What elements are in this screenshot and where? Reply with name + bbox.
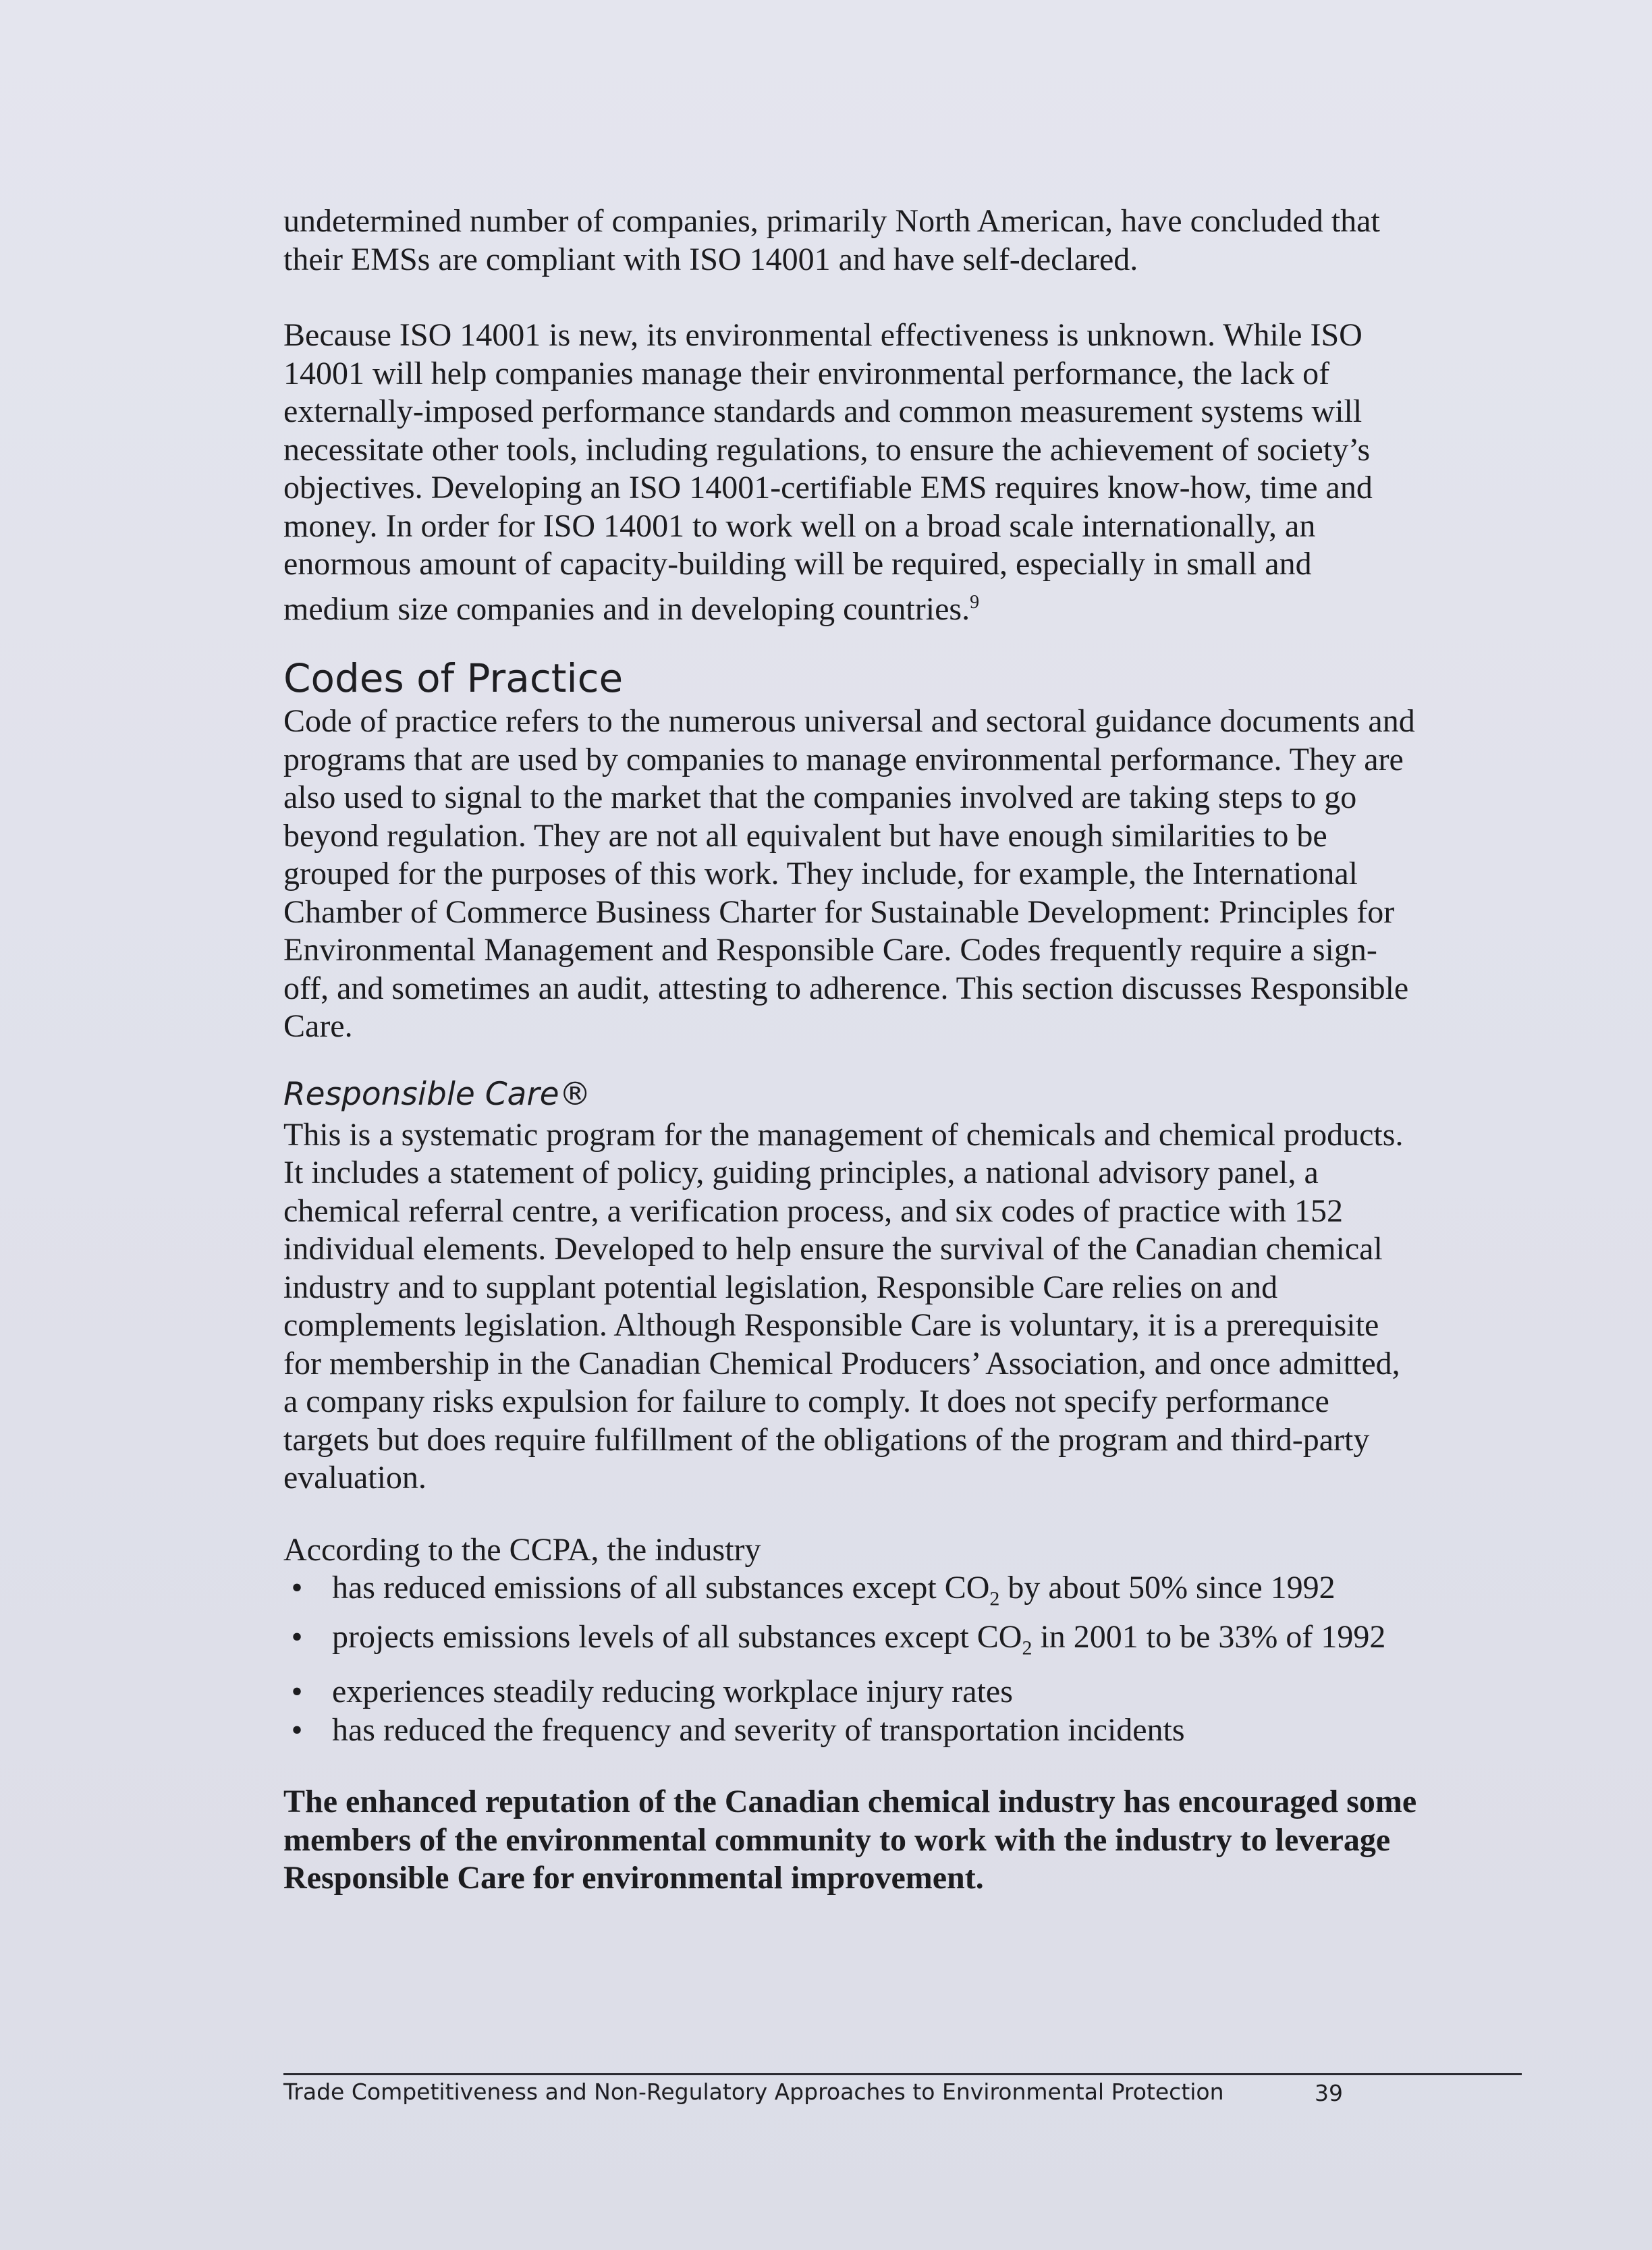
footnote-marker: 9: [970, 591, 980, 613]
iso-paragraph: [283, 317, 1417, 628]
bullet-icon: •: [291, 1570, 303, 1606]
subsection-heading-responsible-care: Responsible Care®: [283, 1075, 591, 1113]
page-content: [283, 202, 1417, 1898]
intro-paragraph: undetermined number of companies, primarily North American, have concluded that their EMSs are compliant with ISO 14001 and have self-declared.: [283, 203, 1380, 277]
page-number: 39: [1315, 2080, 1343, 2106]
iso-paragraph-text: Because ISO 14001 is new, its environmental effectiveness is unknown. While ISO 14001 will help companies manage their environmental performance, the lack of externally-imposed performance standards and common measurement systems will necessitate other tools, including regulations, to ensure the achievement of society’s objectives. Developing an ISO 14001-certifiable EMS requires know-how, time and money. In order for ISO 14001 to work well on a broad scale internationally, an enormous amount of capacity-building will be required, especially in small and medium size companies and in developing countries.: [283, 317, 1373, 627]
list-intro: According to the CCPA, the industry: [283, 1531, 761, 1568]
bullet-icon: •: [291, 1619, 303, 1655]
section-heading-codes-of-practice: Codes of Practice: [283, 655, 624, 701]
bullet-icon: •: [291, 1674, 303, 1710]
ccpa-bullet-list: [283, 1569, 1417, 1749]
codes-of-practice-paragraph: Code of practice refers to the numerous universal and sectoral guidance documents and programs that are used by companies to manage environmental performance. They are also used to signal to the market that the companies involved are taking steps to go beyond regulation. They are not all equivalent but have enough similarities to be grouped for the purposes of this work. They include, for example, the International Chamber of Commerce Business Charter for Sustainable Development: Principles for Environmental Management and Responsible Care. Codes frequently require a sign-off, and sometimes an audit, attesting to adherence. This section discusses Responsible Care.: [283, 703, 1415, 1044]
responsible-care-paragraph: This is a systematic program for the management of chemicals and chemical products. It includes a statement of policy, guiding principles, a national advisory panel, a chemical referral centre, a verification process, and six codes of practice with 152 individual elements. Developed to help ensure the survival of the Canadian chemical industry and to supplant potential legislation, Responsible Care relies on and complements legislation. Although Responsible Care is voluntary, it is a prerequisite for membership in the Canadian Chemical Producers’ Association, and once admitted, a company risks expulsion for failure to comply. It does not specify performance targets but does require fulfillment of the obligations of the program and third-party evaluation.: [283, 1116, 1404, 1496]
list-item: • projects emissions levels of all substances except $CO_2$ in 2001 to be 33% of 1992: [283, 1618, 1417, 1668]
bullet-icon: •: [291, 1711, 303, 1748]
footer-divider: [283, 2073, 1522, 2075]
list-item: • has reduced the frequency and severity of transportation incidents: [283, 1711, 1417, 1750]
list-item: • has reduced emissions of all substances except $CO_2$ by about 50% since 1992: [283, 1569, 1417, 1618]
list-item: • experiences steadily reducing workplace injury rates: [283, 1673, 1417, 1711]
conclusion-paragraph: The enhanced reputation of the Canadian chemical industry has encouraged some members of the environmental community to work with the industry to leverage Responsible Care for environmental improvement.: [283, 1784, 1417, 1896]
footer-title: Trade Competitiveness and Non-Regulatory Approaches to Environmental Protection: [283, 2079, 1224, 2105]
